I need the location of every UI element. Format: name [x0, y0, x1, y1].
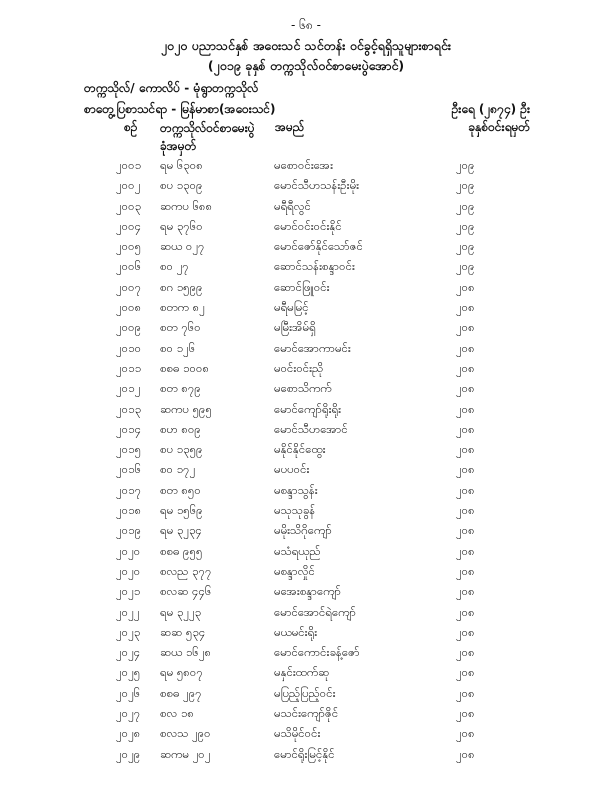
table-row — [0, 483, 612, 503]
table-row — [0, 178, 612, 198]
table-row — [0, 442, 612, 462]
roll-number: ဆကပ ၅၉၅ — [160, 401, 212, 416]
roll-number: ဆဆ ၅၃၄ — [160, 624, 206, 639]
score: ၂၀၈ — [456, 685, 475, 700]
student-name: မောင်အောကာမင်း — [274, 340, 351, 355]
roll-number: စတ ၈၅၀ — [160, 482, 201, 497]
row-number: ၂၀၀၆ — [116, 259, 142, 274]
score: ၂၀၈ — [456, 381, 475, 396]
row-number: ၂၀၀၉ — [116, 320, 142, 335]
student-name: မမိုးသိဂိုကျော် — [274, 523, 332, 538]
roll-number: ဆကမ ၂၀၂ — [160, 746, 211, 761]
roll-number: စပ ၁၃၀၉ — [160, 178, 203, 193]
student-name: မအေးစန္ဒာကျော် — [274, 584, 342, 599]
student-name: မမြီးအိမ်ရှိ — [274, 320, 316, 335]
row-number: ၂၀၁၉ — [116, 523, 142, 538]
student-name: မရီရီလွင် — [274, 198, 311, 213]
university-label: တက္ကသိုလ်/ ကောလိပ် - မုံရွာတက္ကသိုလ် — [84, 81, 259, 95]
table-row — [0, 381, 612, 401]
row-number: ၂၀၀၄ — [116, 218, 142, 233]
table-row — [0, 422, 612, 442]
student-name: မသံရယုည် — [274, 543, 321, 558]
total-count: ဦးရေ (၂၈၇၄) ဦး — [451, 102, 530, 116]
score: ၂၀၈ — [456, 746, 475, 761]
score: ၂၀၈ — [456, 563, 475, 578]
score: ၂၀၈ — [456, 279, 475, 294]
roll-number: ရမ ၆၃၀၈ — [160, 158, 203, 172]
row-number: ၂၀၀၇ — [116, 279, 142, 294]
row-number: ၂၀၁၂ — [116, 381, 141, 396]
student-name: မောင်ဝင်းဝင်းနိုင် — [274, 218, 342, 233]
row-number: ၂၀၀၃ — [116, 198, 142, 213]
score: ၂၀၉ — [456, 218, 475, 233]
table-row — [0, 158, 612, 178]
student-name: ဆောင်သန်းစန္ဒာဝင်း — [274, 259, 355, 274]
column-header-roll: တက္ကသိုလ်ဝင်စာမေးပွဲ ခုံအမှတ် — [160, 121, 255, 153]
score: ၂၀၈ — [456, 584, 475, 599]
table-row — [0, 544, 612, 564]
roll-number: စလသ ၂၉၀ — [160, 726, 211, 741]
student-name: မစန္ဒာသွန်း — [274, 482, 318, 497]
student-name: မစန္ဒာလှိုင် — [274, 563, 315, 578]
roll-number: စစဓ ၉၅၅ — [160, 543, 203, 558]
row-number: ၂၀၁၇ — [116, 482, 142, 497]
column-header-no: စဉ် — [124, 120, 138, 134]
score: ၂၀၉ — [456, 259, 475, 274]
score: ၂၀၈ — [456, 604, 475, 619]
score: ၂၀၈ — [456, 665, 475, 680]
roll-number: စပ ၁၃၅၉ — [160, 442, 203, 457]
score: ၂၀၈ — [456, 645, 475, 660]
roll-number: ဆယ ၁၆၂၈ — [160, 645, 212, 660]
student-name: မနှင်းထက်ဆု — [274, 665, 330, 680]
row-number: ၂၀၁၅ — [116, 442, 142, 457]
table-row — [0, 462, 612, 482]
row-number: ၂၀၀၅ — [116, 239, 142, 254]
score: ၂၀၈ — [456, 503, 475, 518]
row-number: ၂၀၂၂ — [116, 604, 140, 619]
roll-number: စစဓ ၁၀၀၈ — [160, 360, 210, 375]
table-row — [0, 564, 612, 584]
score: ၂၀၈ — [456, 726, 475, 741]
student-name: မောင်ဇော်နိုင်သော်ဇင် — [274, 239, 363, 254]
roll-number: စစဓ ၂၉၇ — [160, 685, 202, 700]
page-number: - ၆၈ - — [291, 18, 321, 32]
row-number: ၂၀၂၀ — [116, 563, 141, 578]
table-row — [0, 665, 612, 685]
table-row — [0, 605, 612, 625]
student-name: မောင်အောင်ရဲကျော် — [274, 604, 357, 619]
row-number: ၂၀၂၆ — [116, 685, 141, 700]
table-row — [0, 402, 612, 422]
roll-number: ဆယ ၀၂၇ — [160, 239, 205, 254]
roll-number: စတက ၈၂ — [160, 300, 205, 315]
score: ၂၀၉ — [456, 158, 475, 172]
roll-number: စဝ ၁၇၂ — [160, 462, 196, 477]
student-name: မဝင်းဝင်းညို — [274, 360, 324, 375]
score: ၂၀၉ — [456, 178, 475, 193]
table-row — [0, 280, 612, 300]
student-name: မပြည့်ပြည့်ဝင်း — [274, 685, 336, 700]
score: ၂၀၈ — [456, 442, 475, 457]
score: ၂၀၈ — [456, 340, 475, 355]
score: ၂၀၈ — [456, 401, 475, 416]
roll-number: စတ ၈၇၉ — [160, 381, 201, 396]
student-name: မရီမမြင့် — [274, 300, 309, 315]
roll-number: စလဆ ၄၄၆ — [160, 584, 212, 599]
student-name: မောင်သီဟအောင် — [274, 421, 348, 436]
roll-number: ရမ ၅၈၀၇ — [160, 665, 203, 680]
roll-number: စလည ၃၇၇ — [160, 563, 212, 578]
row-number: ၂၀၁၄ — [116, 421, 142, 436]
row-number: ၂၀၂၄ — [116, 645, 141, 660]
row-number: ၂၀၂၀ — [116, 543, 141, 558]
score: ၂၀၈ — [456, 421, 475, 436]
subject-label: စာတွေ့ပြစာသင်ရာ - မြန်မာစာ(အဝေးသင်) — [84, 102, 276, 116]
score: ၂၀၈ — [456, 300, 475, 315]
row-number: ၂၀၁၀ — [116, 340, 142, 355]
table-row — [0, 259, 612, 279]
document-subtitle: (၂၀၁၉ ခုနှစ် တက္ကသိုလ်ဝင်စာမေးပွဲအောင်) — [207, 58, 405, 73]
row-number: ၂၀၂၇ — [116, 706, 141, 721]
roll-number: စဂ ၁၅၉၉ — [160, 279, 203, 294]
score: ၂၀၈ — [456, 482, 475, 497]
student-name: မစောသိကက် — [274, 381, 332, 396]
score: ၂၀၈ — [456, 624, 475, 639]
score: ၂၀၈ — [456, 320, 475, 335]
roll-number: စတ ၇၆၀ — [160, 320, 201, 335]
student-name: မောင်ကျော်ရိုးရိုး — [274, 401, 342, 416]
row-number: ၂၀၂၃ — [116, 624, 141, 639]
table-row — [0, 686, 612, 706]
table-row — [0, 625, 612, 645]
score: ၂၀၈ — [456, 523, 475, 538]
score: ၂၀၉ — [456, 239, 475, 254]
roll-number: ရမ ၃၂၃၄ — [160, 523, 202, 538]
score: ၂၀၈ — [456, 462, 475, 477]
score: ၂၀၈ — [456, 706, 475, 721]
table-row — [0, 320, 612, 340]
table-row — [0, 239, 612, 259]
table-row — [0, 361, 612, 381]
table-row — [0, 645, 612, 665]
roll-number: ရမ ၃၇၆၀ — [160, 218, 203, 233]
column-header-name: အမည် — [275, 120, 305, 134]
roll-number: စလ ၁၈ — [160, 706, 194, 721]
table-row — [0, 706, 612, 726]
table-row — [0, 726, 612, 746]
table-row — [0, 503, 612, 523]
table-row — [0, 219, 612, 239]
row-number: ၂၀၂၅ — [116, 665, 141, 680]
student-name: မပပဝင်း — [274, 462, 310, 477]
score: ၂၀၈ — [456, 543, 475, 558]
student-name: မနိုင်နိုင်ထွေး — [274, 442, 326, 457]
table-row — [0, 523, 612, 543]
row-number: ၂၀၁၈ — [116, 503, 142, 518]
score: ၂၀၉ — [456, 198, 475, 213]
score: ၂၀၈ — [456, 360, 475, 375]
student-name: မစောဝင်းအေး — [274, 158, 334, 172]
roll-number: ရမ ၁၅၆၉ — [160, 503, 203, 518]
row-number: ၂၀၁၃ — [116, 401, 142, 416]
roll-number: စဝ ၂၇ — [160, 259, 189, 274]
table-row — [0, 747, 612, 767]
row-number: ၂၀၀၂ — [116, 178, 141, 193]
student-name: မောင်ရိုးမြင့်နိုင် — [274, 746, 335, 761]
roll-number: ရမ ၃၂၂၃ — [160, 604, 202, 619]
row-number: ၂၀၂၉ — [116, 746, 141, 761]
row-number: ၂၀၁၁ — [116, 360, 142, 375]
row-number: ၂၀၁၆ — [116, 462, 142, 477]
student-name: မသင်းကျော်ဇိုင် — [274, 706, 339, 721]
row-number: ၂၀၀၁ — [116, 158, 142, 172]
student-name: ဆောင်ဖြူဝင်း — [274, 279, 330, 294]
student-name: မောင်သီဟသန်းဦးမိုး — [274, 178, 360, 193]
roll-number: စဟ ၈၀၉ — [160, 421, 201, 436]
student-name: မောင်ကောင်းခန့်ဇော် — [274, 645, 360, 660]
student-list — [0, 158, 612, 767]
roll-number: ဆကပ ၆၈၈ — [160, 198, 213, 213]
row-number: ၂၀၀၈ — [116, 300, 142, 315]
table-row — [0, 300, 612, 320]
student-name: မယမင်းရိုး — [274, 624, 318, 639]
table-row — [0, 341, 612, 361]
table-row — [0, 199, 612, 219]
roll-number: စဝ ၁၂၆ — [160, 340, 196, 355]
row-number: ၂၀၂၈ — [116, 726, 141, 741]
column-header-score: ခုနှစ်ဝင်းရမှတ် — [468, 120, 530, 134]
student-name: မသိမိုင်ဝင်း — [274, 726, 321, 741]
table-row — [0, 584, 612, 604]
row-number: ၂၀၂၁ — [116, 584, 141, 599]
student-name: မသုသုခွန် — [274, 503, 316, 518]
document-title: ၂၀၂၀ ပညာသင်နှစ် အဝေးသင် သင်တန်း ဝင်ခွင့်ရရှိသူများစာရင်း — [160, 38, 452, 53]
